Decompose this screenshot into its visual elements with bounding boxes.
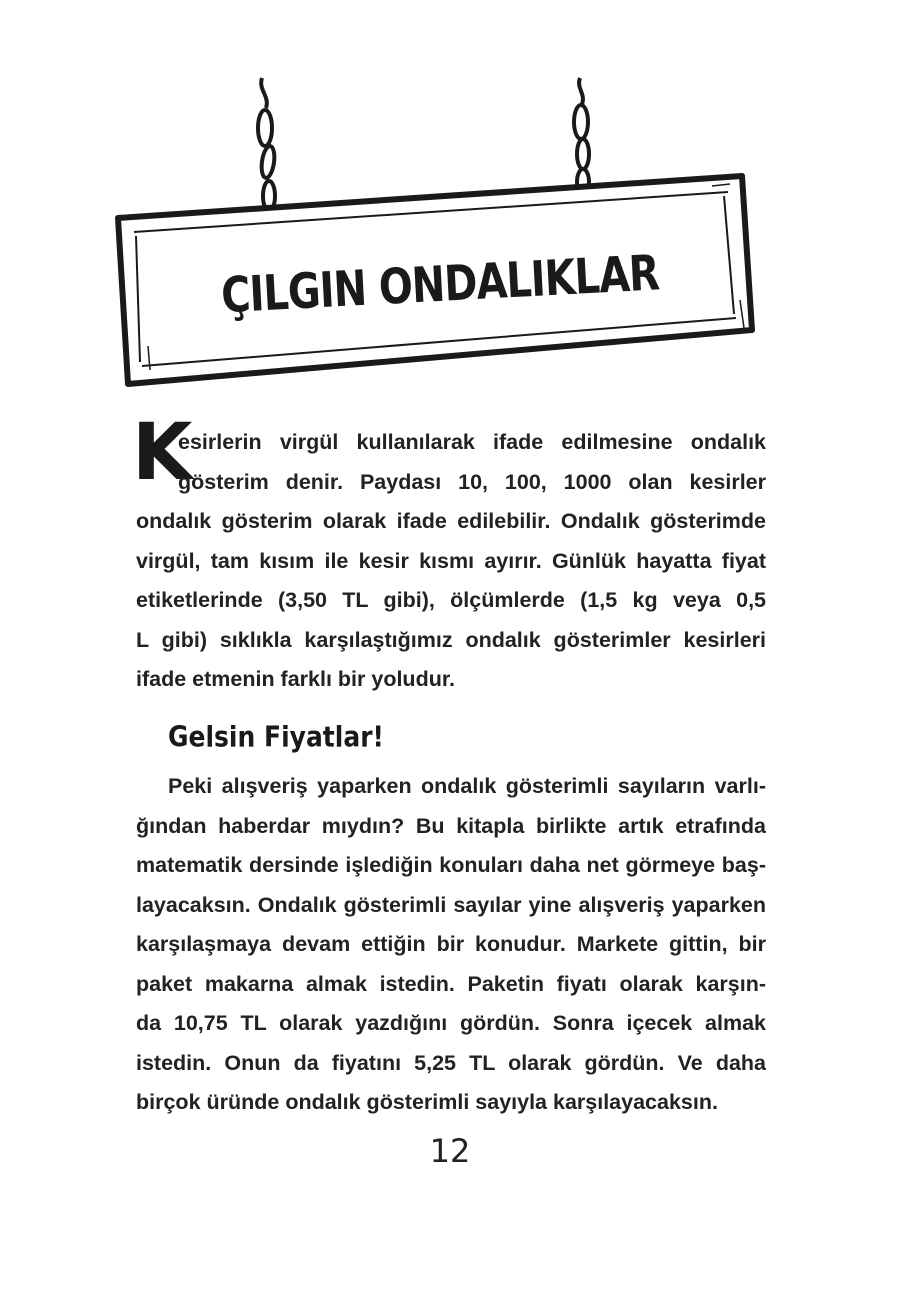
intro-line-1 xyxy=(136,423,766,463)
section-line-3: matematik dersinde işlediğin konuları daha net görmeye baş- xyxy=(136,853,766,877)
section-line-2: ğından haberdar mıydın? Bu kitapla birlikte artık etrafında xyxy=(136,813,766,838)
section-line-5: karşılaşmaya devam ettiğin bir konudur. Markete gittin, bir xyxy=(136,932,766,956)
intro-term-ondalik: ondalık xyxy=(690,430,766,454)
section-line-7: da 10,75 TL olarak yazdığını gördün. Sonra içecek almak xyxy=(136,1011,766,1035)
intro-line-2-text: denir. Paydası 10, 100, 1000 olan kesirler xyxy=(268,469,766,494)
section-line-4: layacaksın. Ondalık gösterimli sayılar yine alışveriş yaparken xyxy=(136,892,766,917)
page-number: 12 xyxy=(429,1132,471,1170)
intro-line-1-text: esirlerin virgül kullanılarak ifade edilmesine xyxy=(178,430,691,454)
section-heading: Gelsin Fiyatlar! xyxy=(168,720,384,754)
section-line-1: Peki alışveriş yaparken ondalık gösterimli sayıların varlı- xyxy=(168,774,766,798)
intro-line-7: ifade etmenin farklı bir yoludur. xyxy=(136,667,455,691)
section-paragraph xyxy=(136,767,766,1123)
drop-cap-letter: K xyxy=(132,408,193,498)
intro-line-4: virgül, tam kısım ile kesir kısmı ayırır. Günlük hayatta fiyat xyxy=(136,548,766,573)
intro-line-6: L gibi) sıklıkla karşılaştığımız ondalık gösterimler kesirleri xyxy=(136,627,766,652)
intro-line-3: ondalık gösterim olarak ifade edilebilir. Ondalık gösterimde xyxy=(136,509,766,533)
intro-term-gosterim: gösterim xyxy=(178,469,269,494)
section-line-6: paket makarna almak istedin. Paketin fiyatı olarak karşın- xyxy=(136,971,766,996)
section-line-8: istedin. Onun da fiyatını 5,25 TL olarak gördün. Ve daha xyxy=(136,1050,766,1075)
hanging-sign-graphic xyxy=(0,0,900,420)
intro-line-2 xyxy=(136,463,766,503)
chapter-title: ÇILGIN ONDALIKLAR xyxy=(219,245,661,325)
intro-paragraph xyxy=(136,423,766,700)
intro-line-5: etiketlerinde (3,50 TL gibi), ölçümlerde (1,5 kg veya 0,5 xyxy=(136,588,766,612)
section-line-9: birçok üründe ondalık gösterimli sayıyla karşılayacaksın. xyxy=(136,1090,718,1114)
left-chain-icon xyxy=(258,78,276,222)
